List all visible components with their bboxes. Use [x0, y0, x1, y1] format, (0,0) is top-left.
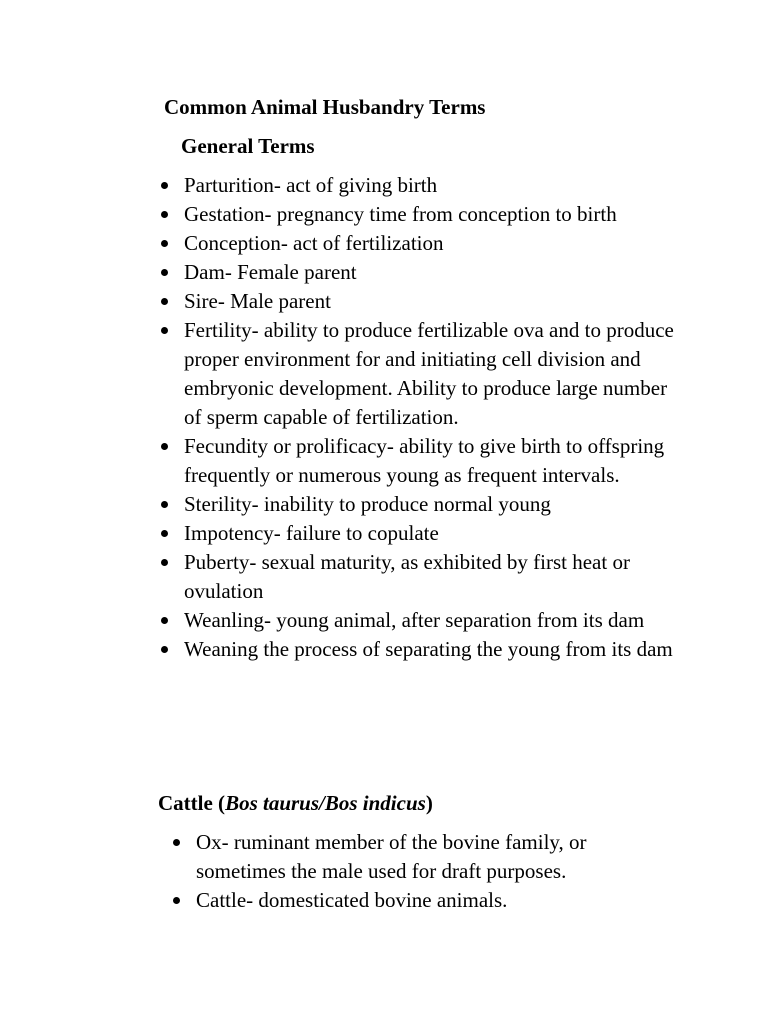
- bullet-icon: [161, 182, 168, 189]
- list-item: [158, 519, 678, 548]
- list-item: [170, 886, 670, 915]
- bullet-icon: [161, 298, 168, 305]
- bullet-icon: [161, 646, 168, 653]
- list-item: [158, 229, 678, 258]
- bullet-icon: [161, 617, 168, 624]
- term-text: Impotency- failure to copulate: [184, 521, 439, 545]
- list-item: [158, 635, 678, 664]
- term-text: Sire- Male parent: [184, 289, 331, 313]
- bullet-icon: [173, 897, 180, 904]
- bullet-icon: [173, 839, 180, 846]
- list-item: [158, 258, 678, 287]
- term-text: Puberty- sexual maturity, as exhibited by first heat or ovulation: [184, 550, 630, 603]
- list-item: [158, 432, 678, 490]
- term-text: Ox- ruminant member of the bovine family, or sometimes the male used for draft purposes.: [196, 830, 587, 883]
- list-item: [170, 828, 670, 886]
- list-item: [158, 171, 678, 200]
- list-item: [158, 287, 678, 316]
- bullet-icon: [161, 240, 168, 247]
- general-terms-list: [158, 171, 678, 664]
- term-text: Sterility- inability to produce normal young: [184, 492, 551, 516]
- term-text: Dam- Female parent: [184, 260, 357, 284]
- bullet-icon: [161, 443, 168, 450]
- general-terms-heading: General Terms: [181, 134, 315, 158]
- bullet-icon: [161, 327, 168, 334]
- list-item: [158, 606, 678, 635]
- bullet-icon: [161, 211, 168, 218]
- term-text: Gestation- pregnancy time from conception to birth: [184, 202, 617, 226]
- bullet-icon: [161, 501, 168, 508]
- bullet-icon: [161, 559, 168, 566]
- term-text: Parturition- act of giving birth: [184, 173, 438, 197]
- term-text: Fecundity or prolificacy- ability to give birth to offspring frequently or numerous young as frequent intervals.: [184, 434, 665, 487]
- term-text: Fertility- ability to produce fertilizable ova and to produce proper environment for and initiating cell division and embryonic development. Ability to produce large number of sperm capable of fertilization.: [184, 318, 674, 429]
- cattle-heading-prefix: Cattle (: [158, 791, 226, 815]
- cattle-heading-suffix: ): [425, 791, 433, 815]
- cattle-terms-list: [170, 828, 670, 915]
- term-text: Weaning the process of separating the young from its dam: [184, 637, 673, 661]
- page-title: Common Animal Husbandry Terms: [164, 95, 486, 119]
- list-item: [158, 490, 678, 519]
- cattle-species-name: Bos taurus/Bos indicus: [225, 791, 426, 815]
- list-item: [158, 316, 678, 432]
- term-text: Conception- act of fertilization: [184, 231, 444, 255]
- term-text: Weanling- young animal, after separation from its dam: [184, 608, 645, 632]
- bullet-icon: [161, 530, 168, 537]
- list-item: [158, 200, 678, 229]
- cattle-heading: [158, 789, 433, 817]
- bullet-icon: [161, 269, 168, 276]
- list-item: [158, 548, 678, 606]
- term-text: Cattle- domesticated bovine animals.: [196, 888, 508, 912]
